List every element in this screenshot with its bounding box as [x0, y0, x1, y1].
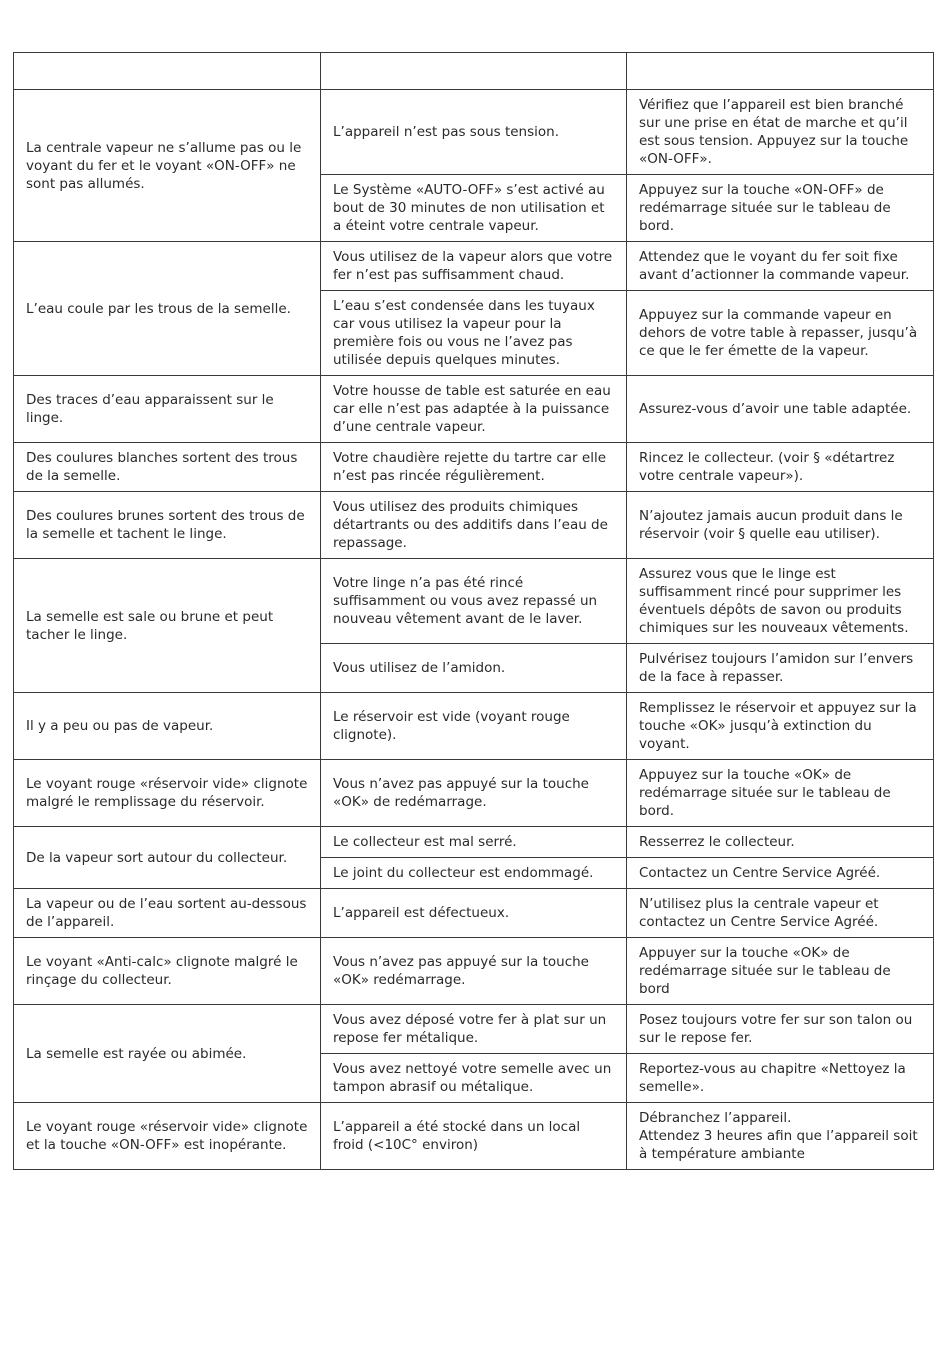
cause-cell: Vous utilisez de la vapeur alors que votre fer n’est pas suffisamment chaud.	[321, 242, 627, 291]
cause-cell: Votre housse de table est saturée en eau car elle n’est pas adaptée à la puissance d’une centrale vapeur.	[321, 376, 627, 443]
table-row	[14, 760, 934, 827]
solution-cell: Débranchez l’appareil. Attendez 3 heures afin que l’appareil soit à température ambiante	[627, 1103, 934, 1170]
problem-cell: De la vapeur sort autour du collecteur.	[14, 827, 321, 889]
table-row	[14, 1103, 934, 1170]
solution-cell: N’utilisez plus la centrale vapeur et contactez un Centre Service Agréé.	[627, 889, 934, 938]
solution-cell: Posez toujours votre fer sur son talon ou sur le repose fer.	[627, 1005, 934, 1054]
cause-cell: Le Système «AUTO-OFF» s’est activé au bout de 30 minutes de non utilisation et a éteint votre centrale vapeur.	[321, 175, 627, 242]
solution-cell: Assurez vous que le linge est suffisamment rincé pour supprimer les éventuels dépôts de savon ou produits chimiques sur les nouveaux vêtements.	[627, 559, 934, 644]
table-row	[14, 1005, 934, 1054]
cause-cell: Vous n’avez pas appuyé sur la touche «OK» de redémarrage.	[321, 760, 627, 827]
table-row	[14, 559, 934, 644]
solution-cell: Appuyez sur la commande vapeur en dehors de votre table à repasser, jusqu’à ce que le fer émette de la vapeur.	[627, 291, 934, 376]
solution-cell: N’ajoutez jamais aucun produit dans le réservoir (voir § quelle eau utiliser).	[627, 492, 934, 559]
header-cell-cause	[321, 53, 627, 90]
problem-cell: L’eau coule par les trous de la semelle.	[14, 242, 321, 376]
solution-cell: Contactez un Centre Service Agréé.	[627, 858, 934, 889]
table-header	[14, 53, 934, 90]
problem-cell: Des coulures blanches sortent des trous de la semelle.	[14, 443, 321, 492]
problem-cell: Le voyant rouge «réservoir vide» clignote et la touche «ON-OFF» est inopérante.	[14, 1103, 321, 1170]
problem-cell: Le voyant rouge «réservoir vide» clignote malgré le remplissage du réservoir.	[14, 760, 321, 827]
table-row	[14, 827, 934, 858]
cause-cell: Vous avez nettoyé votre semelle avec un tampon abrasif ou métalique.	[321, 1054, 627, 1103]
table-row	[14, 938, 934, 1005]
problem-cell: La semelle est sale ou brune et peut tacher le linge.	[14, 559, 321, 693]
cause-cell: Vous utilisez de l’amidon.	[321, 644, 627, 693]
cause-cell: Vous utilisez des produits chimiques détartrants ou des additifs dans l’eau de repassage.	[321, 492, 627, 559]
problem-cell: La vapeur ou de l’eau sortent au-dessous de l’appareil.	[14, 889, 321, 938]
solution-cell: Assurez-vous d’avoir une table adaptée.	[627, 376, 934, 443]
solution-cell: Attendez que le voyant du fer soit fixe avant d’actionner la commande vapeur.	[627, 242, 934, 291]
table-row	[14, 376, 934, 443]
table-row	[14, 492, 934, 559]
problem-cell: La semelle est rayée ou abimée.	[14, 1005, 321, 1103]
solution-cell: Appuyer sur la touche «OK» de redémarrage située sur le tableau de bord	[627, 938, 934, 1005]
cause-cell: L’appareil a été stocké dans un local froid (<10C° environ)	[321, 1103, 627, 1170]
troubleshooting-table	[13, 52, 934, 1170]
cause-cell: Le joint du collecteur est endommagé.	[321, 858, 627, 889]
cause-cell: L’eau s’est condensée dans les tuyaux car vous utilisez la vapeur pour la première fois ou vous ne l’avez pas utilisée depuis quelques minutes.	[321, 291, 627, 376]
cause-cell: Votre chaudière rejette du tartre car elle n’est pas rincée régulièrement.	[321, 443, 627, 492]
solution-cell: Remplissez le réservoir et appuyez sur la touche «OK» jusqu’à extinction du voyant.	[627, 693, 934, 760]
solution-cell: Resserrez le collecteur.	[627, 827, 934, 858]
table-row	[14, 889, 934, 938]
problem-cell: Des coulures brunes sortent des trous de la semelle et tachent le linge.	[14, 492, 321, 559]
solution-cell: Appuyez sur la touche «ON-OFF» de redémarrage située sur le tableau de bord.	[627, 175, 934, 242]
header-cell-problem	[14, 53, 321, 90]
header-cell-solution	[627, 53, 934, 90]
table-row	[14, 90, 934, 175]
solution-cell: Rincez le collecteur. (voir § «détartrez votre centrale vapeur»).	[627, 443, 934, 492]
solution-cell: Vérifiez que l’appareil est bien branché sur une prise en état de marche et qu’il est sous tension. Appuyez sur la touche «ON-OFF».	[627, 90, 934, 175]
problem-cell: La centrale vapeur ne s’allume pas ou le voyant du fer et le voyant «ON-OFF» ne sont pas allumés.	[14, 90, 321, 242]
cause-cell: L’appareil est défectueux.	[321, 889, 627, 938]
table-body	[14, 90, 934, 1170]
cause-cell: Le réservoir est vide (voyant rouge clignote).	[321, 693, 627, 760]
solution-cell: Pulvérisez toujours l’amidon sur l’envers de la face à repasser.	[627, 644, 934, 693]
cause-cell: L’appareil n’est pas sous tension.	[321, 90, 627, 175]
cause-cell: Vous n’avez pas appuyé sur la touche «OK» redémarrage.	[321, 938, 627, 1005]
table-row	[14, 693, 934, 760]
problem-cell: Il y a peu ou pas de vapeur.	[14, 693, 321, 760]
problem-cell: Le voyant «Anti-calc» clignote malgré le rinçage du collecteur.	[14, 938, 321, 1005]
cause-cell: Vous avez déposé votre fer à plat sur un repose fer métalique.	[321, 1005, 627, 1054]
problem-cell: Des traces d’eau apparaissent sur le linge.	[14, 376, 321, 443]
solution-cell: Appuyez sur la touche «OK» de redémarrage située sur le tableau de bord.	[627, 760, 934, 827]
table-row	[14, 242, 934, 291]
cause-cell: Le collecteur est mal serré.	[321, 827, 627, 858]
cause-cell: Votre linge n’a pas été rincé suffisamment ou vous avez repassé un nouveau vêtement avant de le laver.	[321, 559, 627, 644]
header-row	[14, 53, 934, 90]
solution-cell: Reportez-vous au chapitre «Nettoyez la semelle».	[627, 1054, 934, 1103]
table-row	[14, 443, 934, 492]
